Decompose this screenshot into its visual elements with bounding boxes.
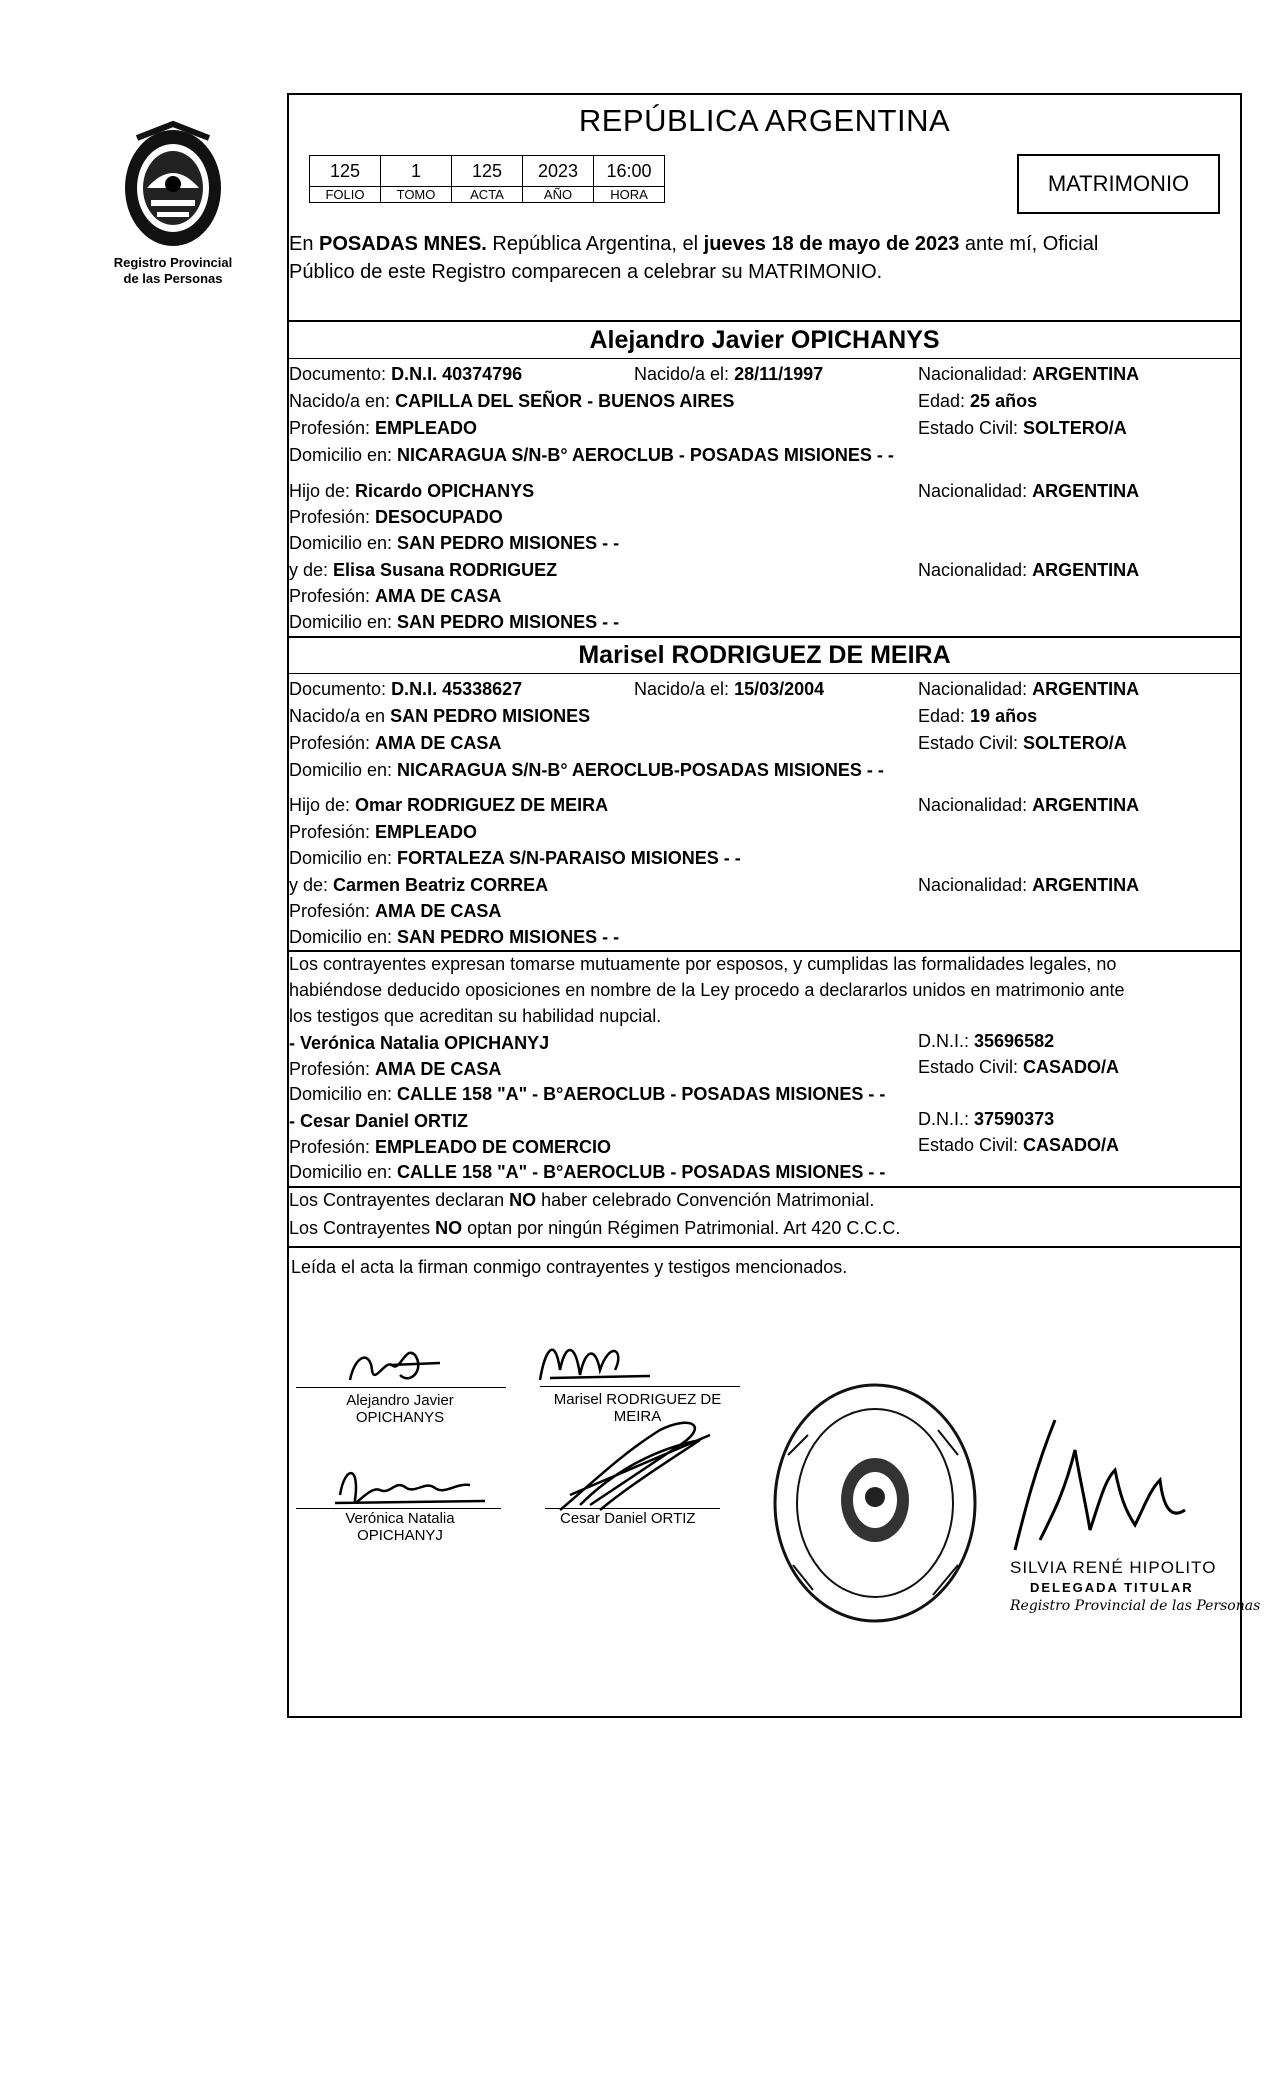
label: Hijo de: [289,481,356,501]
value: ARGENTINA [1032,679,1140,699]
intro-place: POSADAS MNES. [319,233,487,255]
value: ARGENTINA [1032,875,1140,895]
spouse1-father-address [289,533,619,554]
witness1-dni [918,1031,1054,1052]
value: Carmen Beatriz CORREA [333,875,549,895]
divider [287,1246,1242,1248]
label: Nacido/a el: [634,364,735,384]
value: DESOCUPADO [375,507,503,527]
value: 19 años [970,706,1038,726]
label: Nacionalidad: [918,875,1033,895]
spouse1-mother-address [289,612,619,633]
label: Domicilio en: [289,533,398,553]
label: Nacionalidad: [918,481,1033,501]
spouse2-address [289,760,884,781]
label: Profesión: [289,1137,376,1157]
spouse2-father-nationality [918,795,1139,816]
signature-name-3 [320,1510,480,1544]
value: ARGENTINA [1032,795,1140,815]
spouse2-civil-status [918,733,1127,754]
value: CASADO/A [1023,1057,1120,1077]
label: Nacido/a el: [634,679,735,699]
spouse2-birthdate [634,679,824,700]
anio-label: AÑO [523,187,594,203]
witness1-profession [289,1059,501,1080]
label: Edad: [918,391,971,411]
value: AMA DE CASA [375,1059,502,1079]
text: optan por ningún Régimen Patrimonial. Art 420 C.C.C. [462,1218,901,1238]
signature-scribble-1 [330,1335,480,1395]
value: Ricardo OPICHANYS [355,481,535,501]
signature-line [296,1387,506,1388]
declaration-line: habiéndose deducido oposiciones en nombre de la Ley procedo a declararlos unidos en matrimonio ante [289,980,1125,1000]
province-shield-icon [117,118,229,254]
value: CALLE 158 "A" - B°AEROCLUB - POSADAS MISIONES - - [397,1162,886,1182]
folio-value: 125 [310,156,381,187]
spouse1-name: Alejandro Javier OPICHANYS [589,326,940,354]
spouse2-mother-address [289,927,619,948]
logo-caption-1: Registro Provincial [113,255,233,270]
spouse2-mother [289,875,548,896]
registry-table [309,155,665,203]
official-org: Registro Provincial de las Personas [1010,1598,1261,1614]
spouse2-profession [289,733,501,754]
value: AMA DE CASA [375,733,502,753]
value: D.N.I. 40374796 [391,364,523,384]
spouse1-father [289,481,534,502]
label: Profesión: [289,1059,376,1079]
hora-label: HORA [594,187,665,203]
label: Domicilio en: [289,927,398,947]
text: Alejandro Javier [346,1392,454,1409]
text: Marisel RODRIGUEZ DE [553,1391,722,1408]
declaration-line: los testigos que acreditan su habilidad nupcial. [289,1006,662,1026]
spouse2-father [289,795,608,816]
value: NICARAGUA S/N-B° AEROCLUB - POSADAS MISIONES - - [397,445,894,465]
intro-part: República Argentina, el [486,233,704,255]
text: Los Contrayentes declaran [289,1190,510,1210]
value: CALLE 158 "A" - B°AEROCLUB - POSADAS MISIONES - - [397,1084,886,1104]
value: ARGENTINA [1032,364,1140,384]
label: Documento: [289,679,392,699]
logo-caption-2: de las Personas [123,271,223,286]
witness1-address [289,1084,885,1105]
folio-label: FOLIO [310,187,381,203]
label: Nacido/a en: [289,391,396,411]
label: y de: [289,875,334,895]
official-title: DELEGADA TITULAR [1030,1580,1194,1595]
spouse1-mother [289,560,557,581]
value: SAN PEDRO MISIONES - - [397,927,620,947]
signature-scribble-4 [550,1415,725,1520]
spouse1-birthdate [634,364,823,385]
acta-label: ACTA [452,187,523,203]
value: 35696582 [974,1031,1055,1051]
label: Domicilio en: [289,848,398,868]
spouse2-mother-nationality [918,875,1139,896]
act-type-box: MATRIMONIO [1017,154,1220,214]
label: Domicilio en: [289,612,398,632]
spouse2-nationality [918,679,1139,700]
label: Profesión: [289,418,376,438]
spouse2-birthplace [289,706,590,727]
value: 28/11/1997 [734,364,824,384]
label: Profesión: [289,586,376,606]
convention-line-2 [289,1218,900,1239]
divider [287,1186,1242,1188]
label: D.N.I.: [918,1031,975,1051]
label: Nacido/a en [289,706,391,726]
spouse1-age [918,391,1037,412]
label: Estado Civil: [918,1057,1024,1077]
value: ARGENTINA [1032,560,1140,580]
label: Profesión: [289,822,376,842]
spouse1-father-profession [289,507,503,528]
tomo-value: 1 [381,156,452,187]
spouse1-mother-nationality [918,560,1139,581]
declaration-text [289,951,1242,1029]
label: Estado Civil: [918,733,1024,753]
hora-value: 16:00 [594,156,665,187]
value: SAN PEDRO MISIONES - - [397,533,620,553]
intro-date: jueves 18 de mayo de 2023 [703,233,960,255]
witness1-name: - Verónica Natalia OPICHANYJ [289,1033,550,1053]
text: MEIRA [613,1408,662,1425]
spouse2-document [289,679,522,700]
official-name: SILVIA RENÉ HIPOLITO [1010,1558,1217,1577]
spouse1-civil-status [918,418,1127,439]
value: D.N.I. 45338627 [391,679,523,699]
value: EMPLEADO [375,418,478,438]
signature-line [296,1508,501,1509]
official-signature-scribble [985,1410,1215,1560]
text: NO [435,1218,463,1238]
divider [287,636,1242,638]
closing-text: Leída el acta la firman conmigo contrayentes y testigos mencionados. [291,1257,848,1277]
text: haber celebrado Convención Matrimonial. [536,1190,875,1210]
value: FORTALEZA S/N-PARAISO MISIONES - - [397,848,741,868]
text: Los Contrayentes [289,1218,436,1238]
convention-line-1 [289,1190,874,1211]
value: AMA DE CASA [375,901,502,921]
intro-part: ante mí, Oficial [959,233,1099,255]
signature-line [540,1386,740,1387]
value: SAN PEDRO MISIONES - - [397,612,620,632]
signature-name-1 [320,1392,480,1426]
value: CAPILLA DEL SEÑOR - BUENOS AIRES [395,391,735,411]
label: Nacionalidad: [918,679,1033,699]
label: Estado Civil: [918,418,1024,438]
witness2-name: - Cesar Daniel ORTIZ [289,1111,469,1131]
label: Nacionalidad: [918,795,1033,815]
text: Verónica Natalia [345,1510,455,1527]
acta-value: 125 [452,156,523,187]
value: SOLTERO/A [1023,418,1127,438]
value: SAN PEDRO MISIONES [390,706,591,726]
intro-part: En [289,233,320,255]
label: Profesión: [289,507,376,527]
spouse1-birthplace [289,391,734,412]
label: Nacionalidad: [918,560,1033,580]
signature-scribble-3 [325,1455,495,1515]
spouse1-address [289,445,894,466]
value: NICARAGUA S/N-B° AEROCLUB-POSADAS MISIONES - - [397,760,884,780]
label: y de: [289,560,334,580]
value: EMPLEADO [375,822,478,842]
label: Estado Civil: [918,1135,1024,1155]
value: 37590373 [974,1109,1055,1129]
label: Domicilio en: [289,760,398,780]
label: D.N.I.: [918,1109,975,1129]
divider [287,358,1242,359]
value: CASADO/A [1023,1135,1120,1155]
value: 15/03/2004 [734,679,825,699]
signature-name-4: Cesar Daniel ORTIZ [560,1510,696,1527]
value: Omar RODRIGUEZ DE MEIRA [355,795,609,815]
label: Documento: [289,364,392,384]
spouse2-father-address [289,848,741,869]
text: NO [509,1190,537,1210]
spouse2-father-profession [289,822,477,843]
tomo-label: TOMO [381,187,452,203]
registry-logo [103,118,243,286]
witness2-profession [289,1137,611,1158]
value: ARGENTINA [1032,481,1140,501]
text: OPICHANYS [355,1409,445,1426]
value: EMPLEADO DE COMERCIO [375,1137,612,1157]
label: Hijo de: [289,795,356,815]
spouse2-name: Marisel RODRIGUEZ DE MEIRA [578,641,951,669]
label: Edad: [918,706,971,726]
value: Elisa Susana RODRIGUEZ [333,560,558,580]
witness1-civil-status [918,1057,1119,1078]
value: SOLTERO/A [1023,733,1127,753]
value: 25 años [970,391,1038,411]
spouse1-nationality [918,364,1139,385]
official-seal-icon [768,1375,983,1630]
intro-line-2: Público de este Registro comparecen a celebrar su MATRIMONIO. [289,261,883,283]
divider [287,320,1242,322]
label: Domicilio en: [289,1162,398,1182]
text: OPICHANYJ [357,1527,443,1544]
value: AMA DE CASA [375,586,502,606]
spouse1-father-nationality [918,481,1139,502]
label: Nacionalidad: [918,364,1033,384]
spouse1-mother-profession [289,586,501,607]
label: Profesión: [289,901,376,921]
witness2-civil-status [918,1135,1119,1156]
divider [287,673,1242,674]
label: Domicilio en: [289,445,398,465]
spouse1-profession [289,418,477,439]
intro-text [289,230,1240,286]
label: Profesión: [289,733,376,753]
spouse2-age [918,706,1037,727]
country-title: REPÚBLICA ARGENTINA [578,103,951,138]
witness2-address [289,1162,885,1183]
spouse2-mother-profession [289,901,501,922]
anio-value: 2023 [523,156,594,187]
label: Domicilio en: [289,1084,398,1104]
signature-line [545,1508,720,1509]
witness2-dni [918,1109,1054,1130]
spouse1-document [289,364,522,385]
declaration-line: Los contrayentes expresan tomarse mutuamente por esposos, y cumplidas las formalidades legales, no [289,954,1117,974]
